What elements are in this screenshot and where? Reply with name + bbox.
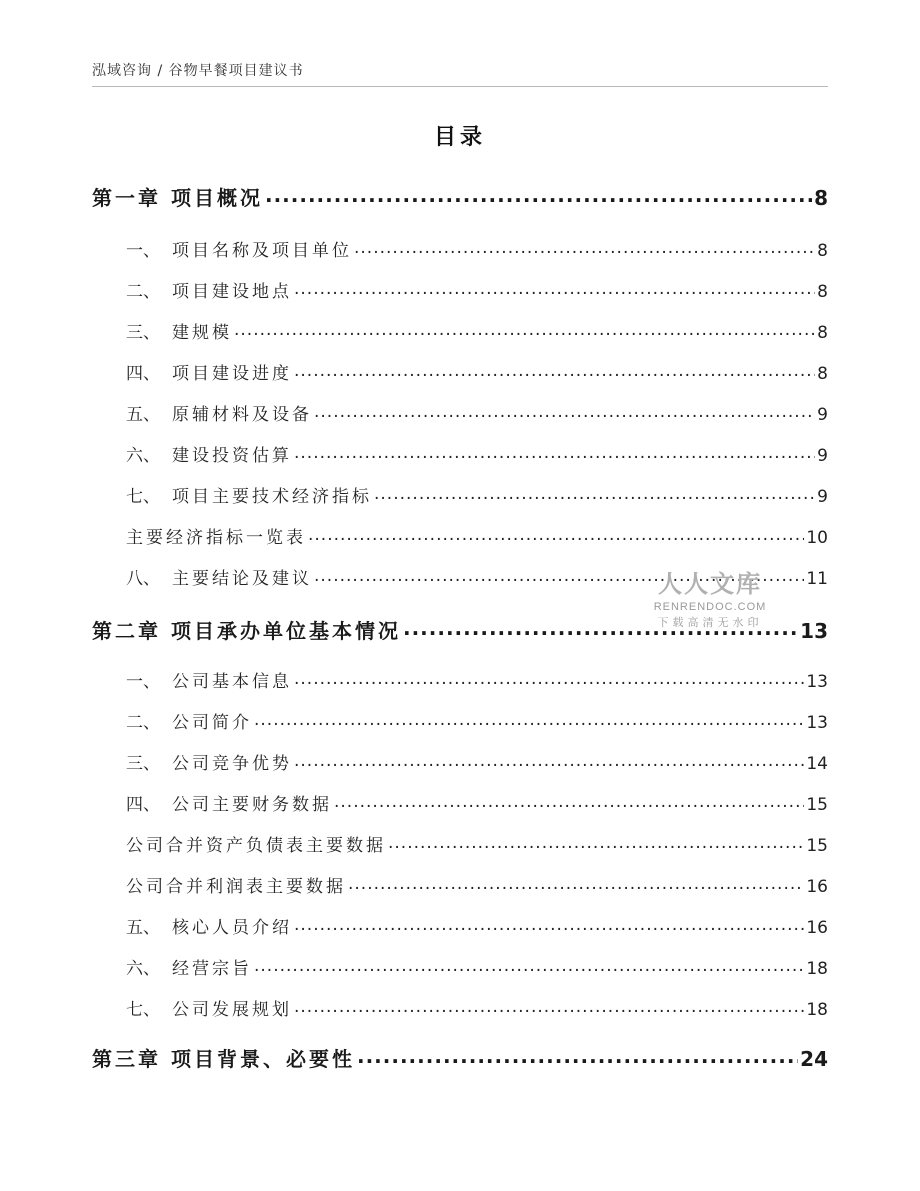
- toc-entry-label: [126, 236, 352, 261]
- running-header: 泓域咨询 / 谷物早餐项目建议书: [92, 63, 304, 79]
- toc-dot-leader: [354, 239, 815, 256]
- toc-entry-number: 七、: [126, 487, 160, 507]
- toc-page-number: 16: [806, 877, 828, 897]
- watermark-subtitle: 下载高清无水印: [657, 616, 763, 629]
- toc-entry-label: [126, 790, 332, 815]
- toc-entry-text: 经营宗旨: [172, 959, 252, 979]
- toc-entry-text: 项目建设地点: [172, 282, 292, 302]
- toc-page-number: 8: [817, 323, 828, 343]
- toc-entry-number: 六、: [126, 446, 160, 466]
- toc-entry-text: 项目名称及项目单位: [172, 241, 352, 261]
- toc-page-number: 8: [817, 241, 828, 261]
- toc-dot-leader: [357, 1046, 798, 1066]
- toc-entry-number: 二、: [126, 282, 160, 302]
- watermark: [648, 564, 772, 630]
- toc-page-number: 8: [817, 282, 828, 302]
- toc-entry-text: 核心人员介绍: [172, 918, 292, 938]
- toc-entry-label: [126, 441, 292, 466]
- toc-entry-label: [126, 359, 292, 384]
- toc-dot-leader: [265, 185, 812, 205]
- toc-page-number: 24: [800, 1047, 828, 1071]
- toc-entry-label: [126, 400, 312, 425]
- toc-section-entry[interactable]: [126, 400, 828, 425]
- toc-chapter-entry[interactable]: [92, 182, 828, 211]
- toc-section-entry[interactable]: [126, 749, 828, 774]
- toc-entry-label: [92, 182, 263, 211]
- toc-entry-number: 五、: [126, 918, 160, 938]
- toc-section-entry[interactable]: [126, 441, 828, 466]
- toc-page-number: 15: [806, 836, 828, 856]
- toc-section-entry[interactable]: [126, 318, 828, 343]
- toc-entry-label: [126, 564, 312, 589]
- toc-page-number: 8: [817, 364, 828, 384]
- toc-section-entry[interactable]: [126, 995, 828, 1020]
- toc-entry-label: [126, 954, 252, 979]
- toc-chapter-entry[interactable]: [92, 1043, 828, 1072]
- toc-dot-leader: [314, 403, 815, 420]
- toc-dot-leader: [294, 998, 804, 1015]
- toc-dot-leader: [254, 711, 804, 728]
- toc-section-entry[interactable]: [126, 872, 828, 897]
- toc-entry-text: 公司简介: [172, 713, 252, 733]
- toc-page-number: 18: [806, 959, 828, 979]
- toc-entry-label: [126, 708, 252, 733]
- toc-section-entry[interactable]: [126, 790, 828, 815]
- toc-entry-number: 五、: [126, 405, 160, 425]
- toc-section-entry[interactable]: [126, 831, 828, 856]
- toc-dot-leader: [294, 916, 804, 933]
- toc-dot-leader: [348, 875, 804, 892]
- toc-entry-text: 公司竞争优势: [172, 754, 292, 774]
- toc-entry-label: [126, 523, 306, 548]
- toc-title: 目录: [433, 125, 486, 150]
- toc-entry-number: 三、: [126, 754, 160, 774]
- toc-entry-text: 第三章 项目背景、必要性: [92, 1047, 355, 1071]
- toc-entry-number: 二、: [126, 713, 160, 733]
- toc-entry-text: 公司基本信息: [172, 672, 292, 692]
- toc-entry-label: [126, 318, 232, 343]
- toc-entry-text: 公司合并利润表主要数据: [126, 877, 346, 897]
- toc-entry-number: 六、: [126, 959, 160, 979]
- toc-page-number: 14: [806, 754, 828, 774]
- toc-section-entry[interactable]: [126, 482, 828, 507]
- toc-entry-text: 第一章 项目概况: [92, 186, 263, 210]
- toc-entry-text: 公司主要财务数据: [172, 795, 332, 815]
- toc-entry-text: 建规模: [172, 323, 232, 343]
- toc-dot-leader: [294, 362, 815, 379]
- toc-entry-label: [92, 615, 401, 644]
- watermark-url: RENRENDOC.COM: [653, 601, 767, 613]
- toc-page-number: 18: [806, 1000, 828, 1020]
- toc-dot-leader: [308, 526, 804, 543]
- toc-entry-number: 一、: [126, 241, 160, 261]
- toc-entry-label: [126, 831, 386, 856]
- toc-section-entry[interactable]: [126, 954, 828, 979]
- toc-dot-leader: [294, 444, 815, 461]
- toc-entry-number: 一、: [126, 672, 160, 692]
- toc-entry-number: 三、: [126, 323, 160, 343]
- toc-section-entry[interactable]: [126, 913, 828, 938]
- toc-entry-text: 项目建设进度: [172, 364, 292, 384]
- toc-section-entry[interactable]: [126, 667, 828, 692]
- toc-page-number: 9: [817, 487, 828, 507]
- toc-section-entry[interactable]: [126, 708, 828, 733]
- toc-entry-text: 公司合并资产负债表主要数据: [126, 836, 386, 856]
- toc-entry-number: 四、: [126, 364, 160, 384]
- toc-section-entry[interactable]: [126, 236, 828, 261]
- toc-dot-leader: [294, 280, 815, 297]
- toc-page-number: 13: [800, 619, 828, 643]
- toc-page-number: 13: [806, 672, 828, 692]
- toc-dot-leader: [234, 321, 815, 338]
- toc-section-entry[interactable]: [126, 523, 828, 548]
- toc-dot-leader: [374, 485, 815, 502]
- toc-entry-text: 第二章 项目承办单位基本情况: [92, 619, 401, 643]
- toc-entry-label: [126, 482, 372, 507]
- toc-page-number: 8: [814, 186, 828, 210]
- toc-entry-text: 项目主要技术经济指标: [172, 487, 372, 507]
- toc-entry-text: 公司发展规划: [172, 1000, 292, 1020]
- toc-entry-number: 八、: [126, 569, 160, 589]
- toc-dot-leader: [334, 793, 804, 810]
- toc-page-number: 10: [806, 528, 828, 548]
- toc-entry-label: [126, 667, 292, 692]
- toc-page-number: 16: [806, 918, 828, 938]
- toc-dot-leader: [254, 957, 804, 974]
- toc-entry-number: 七、: [126, 1000, 160, 1020]
- toc-entry-text: 建设投资估算: [172, 446, 292, 466]
- toc-entry-text: 原辅材料及设备: [172, 405, 312, 425]
- toc-page-number: 15: [806, 795, 828, 815]
- toc-entry-label: [126, 872, 346, 897]
- toc-entry-label: [126, 749, 292, 774]
- toc-page-number: 13: [806, 713, 828, 733]
- toc-entry-label: [126, 995, 292, 1020]
- toc-section-entry[interactable]: [126, 277, 828, 302]
- toc-dot-leader: [294, 752, 804, 769]
- toc-entry-label: [92, 1043, 355, 1072]
- toc-dot-leader: [388, 834, 804, 851]
- toc-entry-label: [126, 277, 292, 302]
- toc-section-entry[interactable]: [126, 359, 828, 384]
- toc-entry-number: 四、: [126, 795, 160, 815]
- toc-dot-leader: [294, 670, 804, 687]
- toc-entry-text: 主要结论及建议: [172, 569, 312, 589]
- toc-entry-label: [126, 913, 292, 938]
- toc-entry-text: 主要经济指标一览表: [126, 528, 306, 548]
- watermark-title: 人人文库: [658, 569, 762, 598]
- toc-page-number: 9: [817, 446, 828, 466]
- toc-page-number: 9: [817, 405, 828, 425]
- toc-page-number: 11: [806, 569, 828, 589]
